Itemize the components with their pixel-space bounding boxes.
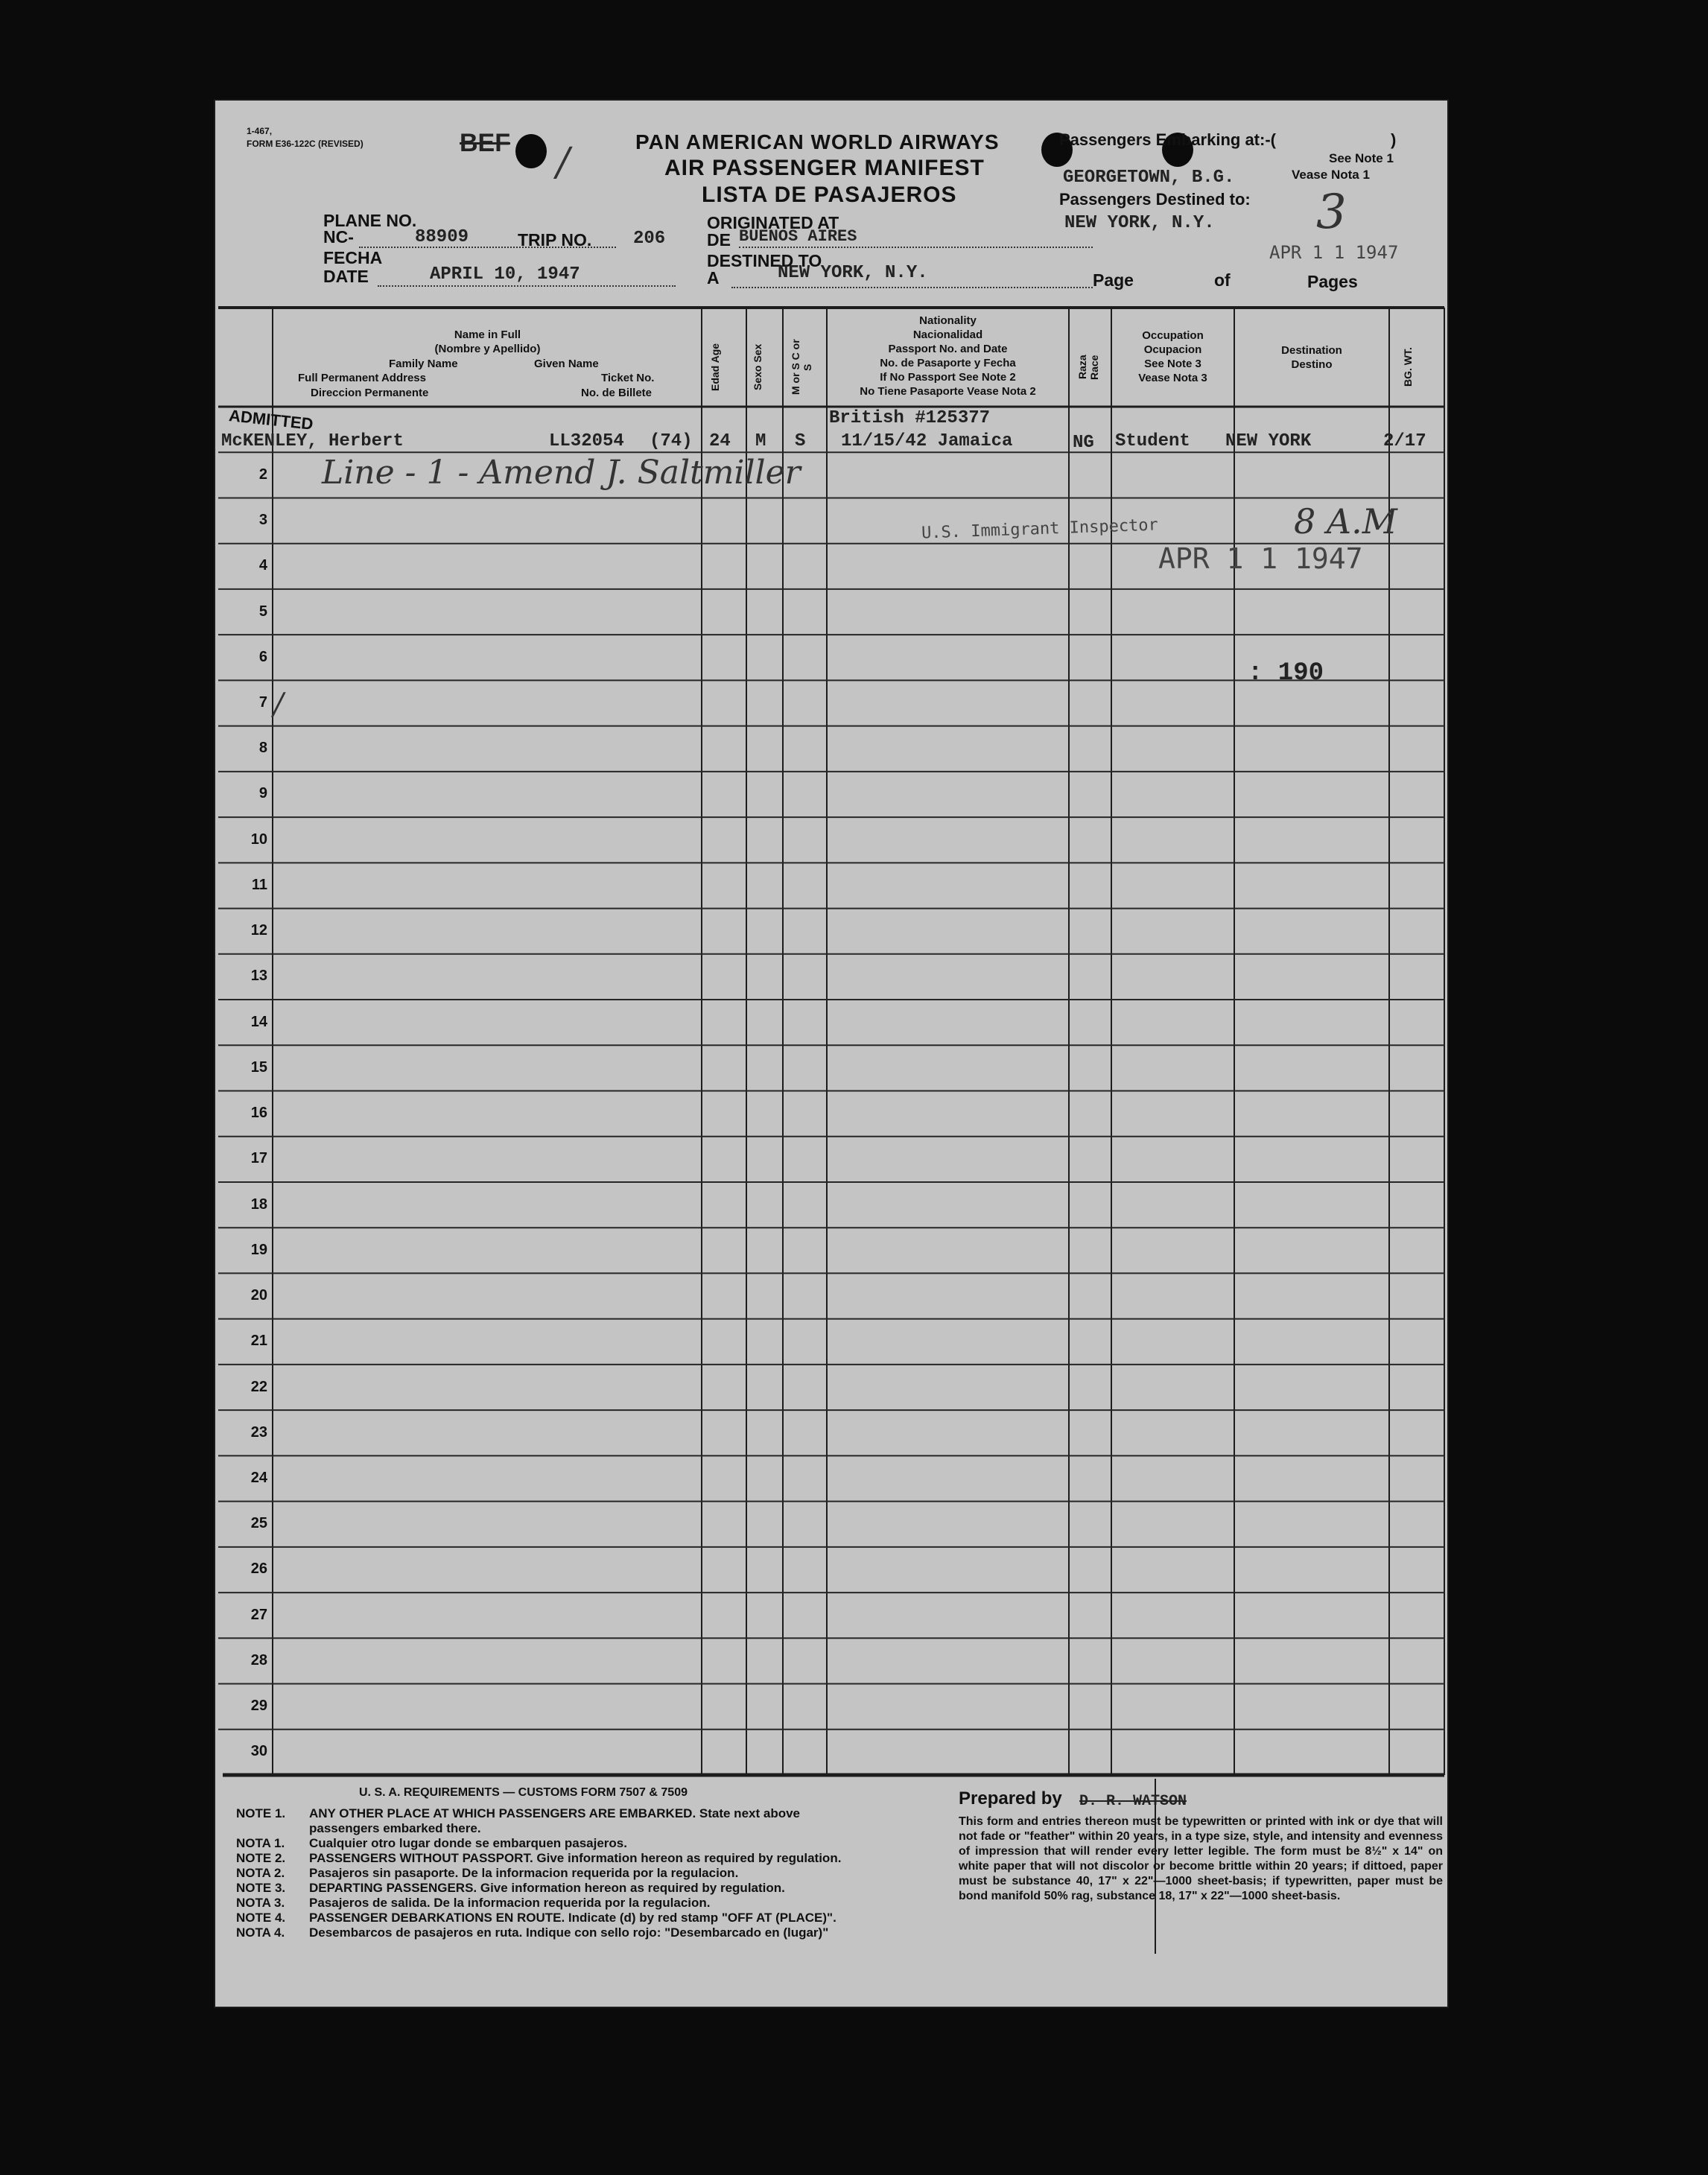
- note-key: NOTA 3.: [236, 1896, 285, 1910]
- passenger-age: 24: [709, 431, 731, 451]
- note-text: Desembarcos de pasajeros en ruta. Indique con sello rojo: "Desembarcado en (lugar)": [309, 1925, 829, 1940]
- note-row: [236, 1866, 841, 1881]
- row-number: 11: [251, 876, 267, 893]
- row-number: 18: [250, 1196, 267, 1213]
- form-id-line1: 1-467,: [247, 126, 273, 136]
- col-direccion: Direccion Permanente: [311, 387, 429, 399]
- stamp-number: : 190: [1248, 659, 1324, 688]
- col-ticket: Ticket No.: [601, 372, 655, 384]
- page-label: Page: [1093, 270, 1134, 290]
- col-nat-line1: Nationality: [919, 314, 977, 327]
- row-number: 15: [250, 1058, 267, 1076]
- passenger-ticket: LL32054: [549, 431, 624, 451]
- row-number: 19: [250, 1241, 267, 1258]
- col-address: Full Permanent Address: [298, 372, 426, 384]
- col-nat-line3: Passport No. and Date: [888, 343, 1008, 355]
- col-name-line2: (Nombre y Apellido): [434, 343, 541, 355]
- row-number: 4: [258, 557, 267, 574]
- note-key: [236, 1821, 309, 1836]
- admitted-stamp: ADMITTED: [228, 406, 314, 434]
- col-sex: Sexo Sex: [752, 343, 763, 391]
- row-number: 6: [258, 648, 267, 665]
- trip-value: 206: [633, 229, 666, 249]
- de-value: BUENOS AIRES: [739, 227, 857, 246]
- handwritten-slash: /: [556, 140, 570, 185]
- note-key: NOTA 4.: [236, 1925, 285, 1940]
- row-number: 14: [250, 1013, 267, 1030]
- inspector-time: 8 A.M: [1294, 501, 1397, 542]
- originated-label: ORIGINATED AT: [707, 213, 839, 232]
- note-key: NOTA 2.: [236, 1866, 285, 1880]
- row-number: 27: [250, 1606, 267, 1623]
- note-row: [236, 1806, 841, 1821]
- col-nat-line5: If No Passport See Note 2: [880, 371, 1016, 384]
- plane-label: PLANE NO.: [323, 211, 417, 230]
- row-number: 12: [250, 922, 267, 939]
- note-row: [236, 1925, 841, 1940]
- note-key: NOTE 4.: [236, 1911, 286, 1925]
- destined-label: Passengers Destined to:: [1059, 190, 1251, 209]
- prepared-label: Prepared by: [959, 1788, 1062, 1809]
- col-nat-line6: No Tiene Pasaporte Vease Nota 2: [860, 385, 1036, 398]
- col-name-header: [273, 328, 702, 356]
- col-name-line1: Name in Full: [454, 328, 521, 341]
- passenger-race: NG: [1073, 433, 1094, 453]
- col-family-name: Family Name: [389, 358, 458, 370]
- row-number: 20: [250, 1287, 267, 1304]
- passenger-bg-wt: 2/17: [1383, 431, 1426, 451]
- airline-name: PAN AMERICAN WORLD AIRWAYS: [635, 130, 1000, 153]
- embark-close-paren: ): [1391, 130, 1397, 149]
- destined-to-label: DESTINED TO: [707, 251, 822, 270]
- row-number: 16: [250, 1105, 267, 1122]
- de-label: DE: [707, 230, 731, 250]
- note-text: Cualquier otro lugar donde se embarquen pasajeros.: [309, 1836, 627, 1850]
- row-number: 10: [250, 831, 267, 848]
- row-number: 24: [250, 1469, 267, 1486]
- col-age: Edad Age: [709, 343, 721, 392]
- destined-value: NEW YORK, N.Y.: [1064, 213, 1215, 233]
- manifest-title-en: AIR PASSENGER MANIFEST: [664, 156, 985, 180]
- col-occ-line2: Ocupacion: [1143, 343, 1202, 356]
- manifest-sheet: [214, 99, 1449, 2008]
- note-text: Pasajeros sin pasaporte. De la informacion requerida por la regulacion.: [309, 1866, 739, 1880]
- inspector-stamp: U.S. Immigrant Inspector: [921, 515, 1159, 543]
- col-dest-line2: Destino: [1291, 358, 1333, 371]
- note-text: DEPARTING PASSENGERS. Give information hereon as required by regulation.: [309, 1881, 785, 1895]
- fecha-label: FECHA: [323, 248, 383, 267]
- row-number: 29: [250, 1698, 267, 1715]
- col-billete: No. de Billete: [581, 387, 653, 399]
- embark-value: GEORGETOWN, B.G.: [1063, 168, 1235, 188]
- row-number: 8: [258, 740, 267, 757]
- requirements-notes: [236, 1806, 841, 1940]
- date-label: DATE: [323, 267, 369, 286]
- note-row: [236, 1821, 841, 1836]
- passenger-destination: NEW YORK: [1225, 431, 1312, 451]
- col-nat-line4: No. de Pasaporte y Fecha: [880, 357, 1016, 369]
- note-row: [236, 1851, 841, 1866]
- col-occupation-header: [1111, 328, 1234, 385]
- inspector-date: APR 1 1 1947: [1158, 542, 1363, 575]
- note-row: [236, 1896, 841, 1911]
- col-race: Raza Race: [1076, 355, 1100, 380]
- embark-label: Passengers Embarking at:-(: [1059, 130, 1276, 149]
- row-number: 21: [250, 1333, 267, 1350]
- prepared-instructions: This form and entries thereon must be typewritten or printed with ink or dye that will not fade or "feather" within 20 years, in a type size, style, and intensity and evenness of impression that will render every letter legible. The form must be 8½" x 14" on white paper that will not discolor or become brittle within 20 years; if dittoed, paper must be substance 40, 17" x 22"—1000 sheet-basis; if typewritten, paper must be bond manifold 50% rag, substance 18, 17" x 22"—1000 sheet-basis.: [959, 1815, 1443, 1902]
- row-number: 17: [250, 1150, 267, 1167]
- row-number: 9: [258, 785, 267, 802]
- prepared-value: D. R. WATSON: [1079, 1793, 1187, 1810]
- passenger-passport-detail: 11/15/42 Jamaica: [841, 431, 1013, 451]
- nc-label: NC-: [323, 227, 354, 247]
- passenger-marital: S: [795, 431, 806, 451]
- row-number: 3: [258, 512, 267, 529]
- row-number: 5: [258, 603, 267, 620]
- col-nat-line2: Nacionalidad: [912, 328, 983, 341]
- row-number: 30: [250, 1743, 267, 1760]
- passenger-sex: M: [755, 431, 766, 451]
- date-value: APRIL 10, 1947: [430, 264, 580, 285]
- date-stamp-top: APR 1 1 1947: [1269, 242, 1399, 263]
- see-note-1: See Note 1: [1329, 151, 1394, 165]
- note-key: NOTE 1.: [236, 1806, 286, 1820]
- requirements-title: U. S. A. REQUIREMENTS — CUSTOMS FORM 7507 & 7509: [359, 1786, 688, 1799]
- row-number: 7: [258, 694, 267, 711]
- note-key: NOTE 3.: [236, 1881, 286, 1895]
- col-marital: M or S C or S: [790, 339, 813, 396]
- row-number: 26: [250, 1560, 267, 1578]
- of-label: of: [1214, 270, 1231, 290]
- col-occ-line3: See Note 3: [1144, 358, 1201, 370]
- note-text: PASSENGERS WITHOUT PASSPORT. Give information hereon as required by regulation.: [309, 1851, 842, 1865]
- manifest-title-es: LISTA DE PASAJEROS: [702, 182, 957, 207]
- margin-tick: /: [273, 688, 284, 722]
- row-number: 25: [250, 1515, 267, 1532]
- row-number: 28: [250, 1651, 267, 1668]
- passenger-ticket-extra: (74): [650, 431, 693, 451]
- col-bg-wt: BG. WT.: [1402, 347, 1414, 387]
- handwritten-amendment: Line - 1 - Amend J. Saltmiller: [322, 454, 801, 492]
- a-label: A: [707, 268, 720, 288]
- passenger-nationality: British #125377: [829, 408, 991, 428]
- col-occ-line4: Vease Nota 3: [1138, 372, 1207, 384]
- note-row: [236, 1881, 841, 1896]
- note-text: ANY OTHER PLACE AT WHICH PASSENGERS ARE EMBARKED. State next above: [309, 1806, 800, 1820]
- note-key: NOTA 1.: [236, 1836, 285, 1850]
- row-number: 23: [250, 1423, 267, 1441]
- row-number: 22: [250, 1378, 267, 1395]
- col-destination-header: [1234, 343, 1389, 372]
- crossed-mark: BEF: [460, 129, 510, 157]
- row-number: 13: [250, 968, 267, 985]
- col-dest-line1: Destination: [1281, 344, 1342, 357]
- trip-label: TRIP NO.: [518, 230, 592, 250]
- col-nationality-header: [827, 314, 1069, 399]
- note-text: Pasajeros de salida. De la informacion requerida por la regulacion.: [309, 1896, 711, 1910]
- note-row: [236, 1836, 841, 1851]
- form-id-line2: FORM E36-122C (REVISED): [247, 139, 363, 149]
- note-key: NOTE 2.: [236, 1851, 286, 1865]
- note-text: PASSENGER DEBARKATIONS EN ROUTE. Indicate (d) by red stamp "OFF AT (PLACE)".: [309, 1911, 836, 1925]
- vease-nota-1: Vease Nota 1: [1292, 168, 1370, 182]
- total-pages-handwritten: 3: [1316, 185, 1347, 240]
- col-given-name: Given Name: [534, 358, 599, 370]
- passenger-occupation: Student: [1115, 431, 1190, 451]
- nc-value: 88909: [415, 227, 469, 247]
- col-occ-line1: Occupation: [1142, 329, 1204, 342]
- a-value: NEW YORK, N.Y.: [778, 263, 928, 283]
- passenger-name: McKENLEY, Herbert: [221, 431, 404, 451]
- pages-label: Pages: [1307, 272, 1358, 291]
- row-number: 2: [258, 466, 267, 483]
- note-row: [236, 1911, 841, 1925]
- note-text: passengers embarked there.: [309, 1821, 481, 1835]
